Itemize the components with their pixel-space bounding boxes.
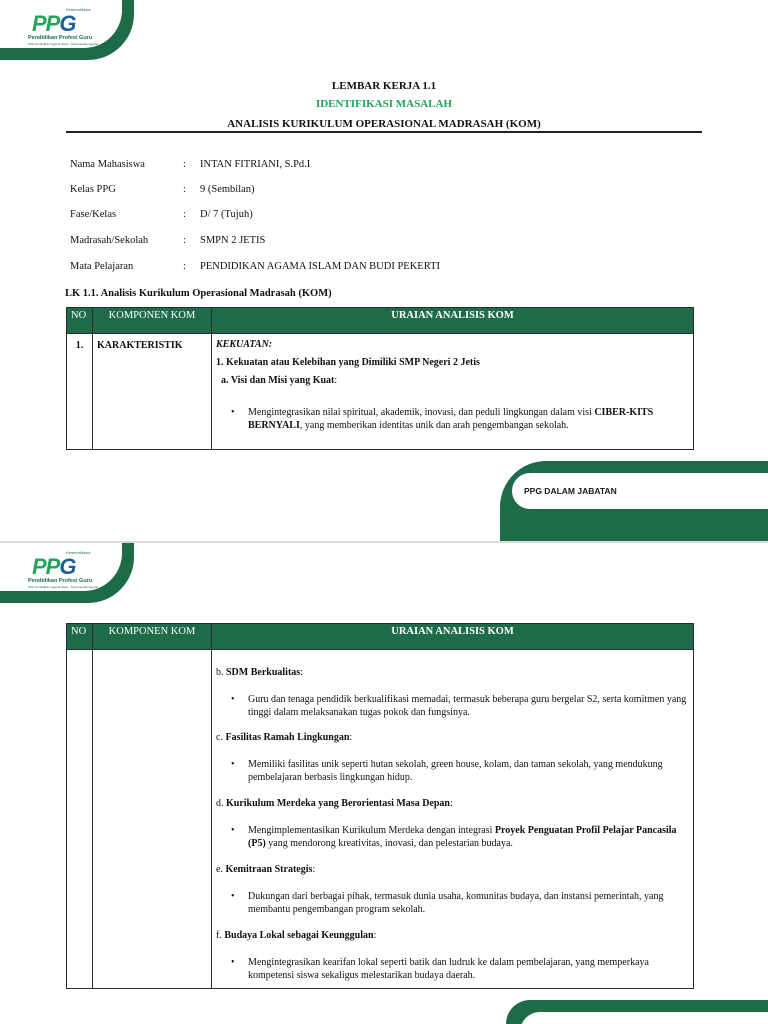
header-logo-tab <box>0 543 134 603</box>
bio-label: Madrasah/Sekolah <box>70 235 149 246</box>
bullet-item: • Guru dan tenaga pendidik berkualifikasi memadai, termasuk beberapa guru bergelar S2, serta komitmen yang tinggi dalam melaksanakan tugas pokok dan fungsinya. <box>216 693 687 719</box>
row-komponen <box>93 650 212 989</box>
column-header-no: NO <box>67 624 93 650</box>
column-header-no: NO <box>67 308 93 334</box>
bio-label: Kelas PPG <box>70 184 116 195</box>
sub-heading: e. Kemitraan Strategis: <box>216 864 316 875</box>
kekuatan-heading: 1. Kekuatan atau Kelebihan yang Dimiliki SMP Negeri 2 Jetis <box>216 357 480 368</box>
footer-label: PPG DALAM JABATAN <box>524 486 617 496</box>
logo-top-text: Kemendikbud <box>66 7 91 12</box>
document-page-1: Kemendikbud PPG Pendidikan Profesi Guru PPG Pendidikan Agama Islam - Kementerian Agama LEMBAR KERJA 1.1 IDENTIFIKASI MASALAH ANALISIS KURIKULUM OPERASIONAL MADRASAH (KOM) Nama Mahasiswa : INTAN FITRIANI, S.Pd.I Kelas PPG : 9 (Sembilan) Fase/Kelas : D/ 7 (Tujuh) Madrasah/Sekolah : SMPN 2 JETIS Mata Pelajaran : PENDIDIKAN AGAMA ISLAM DAN BUDI PEKERTI LK 1.1. Analisis Kurikulum Operasional Madrasah (KOM) NO KOMPONEN KOM URAIAN ANALISIS KOM 1. KARAKTERISTIK KEKUATAN: 1. Kekuatan atau Kelebihan yang Dimiliki SMP Negeri 2 Jetis a. Visi dan Misi yang Kuat: • Mengintegrasikan nilai spiritual, akademik, inovasi, dan peduli lingkungan dalam visi CIBER-KITS BERNYALI, yang memberikan identitas unik dan arah pengembangan sekolah. PPG DALAM JABATAN <box>0 0 768 541</box>
sub-heading: a. Visi dan Misi yang Kuat: <box>221 375 338 386</box>
column-header-uraian: URAIAN ANALISIS KOM <box>212 624 694 650</box>
header-logo-tab <box>0 0 134 60</box>
bio-value: PENDIDIKAN AGAMA ISLAM DAN BUDI PEKERTI <box>200 261 440 272</box>
row-komponen: KARAKTERISTIK <box>93 334 212 450</box>
bio-value: SMPN 2 JETIS <box>200 235 266 246</box>
bullet-item: • Mengintegrasikan kearifan lokal seperti batik dan ludruk ke dalam pembelajaran, yang memperkaya kompetensi siswa sekaligus melestarikan budaya daerah. <box>216 956 687 982</box>
kom-table <box>66 623 694 989</box>
title-divider <box>66 131 702 133</box>
logo-subtitle: Pendidikan Profesi Guru <box>28 35 93 41</box>
row-number: 1. <box>67 334 93 450</box>
bullet-item: • Mengintegrasikan nilai spiritual, akademik, inovasi, dan peduli lingkungan dalam visi CIBER-KITS BERNYALI, yang memberikan identitas unik dan arah pengembangan sekolah. <box>216 406 687 432</box>
footer-tab <box>506 1000 768 1024</box>
bio-value: INTAN FITRIANI, S.Pd.I <box>200 159 311 170</box>
column-header-komponen: KOMPONEN KOM <box>93 308 212 334</box>
table-row <box>67 650 694 989</box>
row-uraian <box>212 650 694 989</box>
document-page-2 <box>0 543 768 1024</box>
logo-tagline: PPG Pendidikan Agama Islam - Kementerian Agama <box>28 42 99 46</box>
row-number <box>67 650 93 989</box>
sub-heading: d. Kurikulum Merdeka yang Berorientasi Masa Depan: <box>216 798 453 809</box>
bullet-item: • Memiliki fasilitas unik seperti hutan sekolah, green house, kolam, dan taman sekolah, yang mendukung pembelajaran berbasis lingkungan hidup. <box>216 758 687 784</box>
worksheet-subtitle: IDENTIFIKASI MASALAH <box>316 98 452 110</box>
kekuatan-label: KEKUATAN: <box>216 339 273 350</box>
bio-label: Fase/Kelas <box>70 209 117 220</box>
worksheet-title: LEMBAR KERJA 1.1 <box>331 80 437 92</box>
bullet-item: • Mengimplementasikan Kurikulum Merdeka dengan integrasi Proyek Penguatan Profil Pelajar Pancasila (P5) yang mendorong kreativitas, inovasi, dan pelestarian budaya. <box>216 824 687 850</box>
logo-tagline: PPG Pendidikan Agama Islam - Kementerian Agama <box>28 585 99 589</box>
logo-subtitle: Pendidikan Profesi Guru <box>28 578 93 584</box>
logo-ppg-wordmark: PPG <box>32 554 76 579</box>
sub-heading: f. Budaya Lokal sebagai Keunggulan: <box>216 930 377 941</box>
sub-heading: c. Fasilitas Ramah Lingkungan: <box>216 732 353 743</box>
bio-label: Nama Mahasiswa <box>70 159 145 170</box>
table-row <box>67 334 694 450</box>
column-header-komponen: KOMPONEN KOM <box>93 624 212 650</box>
footer-tab <box>500 461 768 541</box>
kom-table <box>66 307 694 450</box>
bio-label: Mata Pelajaran <box>70 261 134 272</box>
ppg-logo <box>28 7 100 47</box>
row-uraian <box>212 334 694 450</box>
column-header-uraian: URAIAN ANALISIS KOM <box>212 308 694 334</box>
bio-value: 9 (Sembilan) <box>200 184 255 195</box>
worksheet-topic: ANALISIS KURIKULUM OPERASIONAL MADRASAH (KOM) <box>227 118 541 130</box>
logo-top-text: Kemendikbud <box>66 550 91 555</box>
logo-ppg-wordmark: PPG <box>32 11 76 36</box>
ppg-logo <box>28 550 100 590</box>
section-title: LK 1.1. Analisis Kurikulum Operasional Madrasah (KOM) <box>65 288 332 299</box>
table-header-row <box>67 308 694 334</box>
sub-heading: b. SDM Berkualitas: <box>216 667 303 678</box>
bullet-item: • Dukungan dari berbagai pihak, termasuk dunia usaha, komunitas budaya, dan instansi pemerintah, yang membantu pengembangan program sekolah. <box>216 890 687 916</box>
table-header-row <box>67 624 694 650</box>
bio-value: D/ 7 (Tujuh) <box>200 209 253 220</box>
